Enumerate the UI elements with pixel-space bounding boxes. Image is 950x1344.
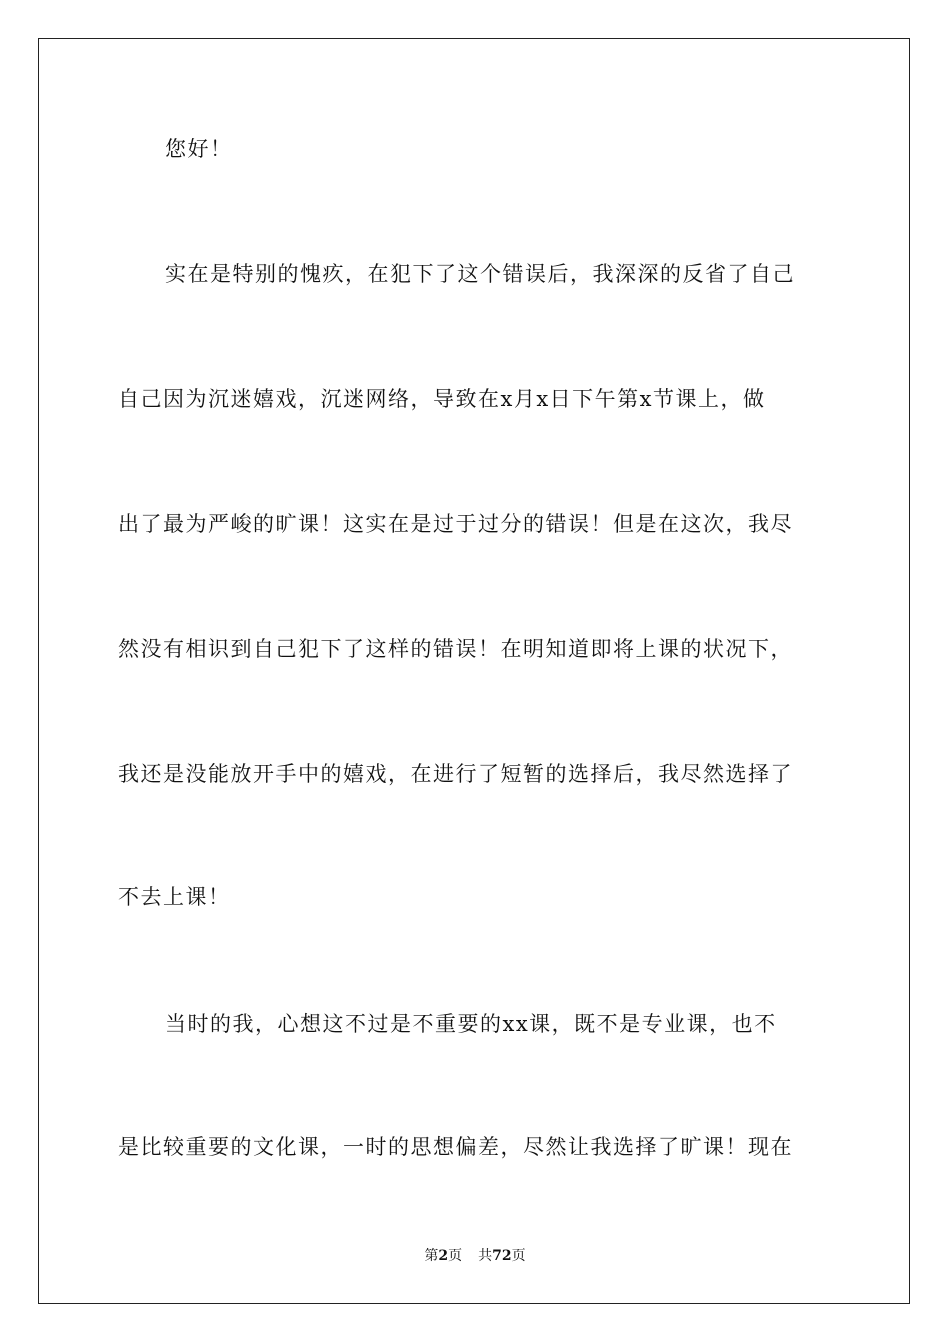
text-line: 当时的我，心想这不过是不重要的xx课，既不是专业课，也不 (165, 1012, 777, 1036)
text-line: 然没有相识到自己犯下了这样的错误！在明知道即将上课的状况下， (118, 637, 793, 661)
text-line: 不去上课！ (118, 885, 231, 909)
text-line: 是比较重要的文化课，一时的思想偏差，尽然让我选择了旷课！现在 (118, 1135, 793, 1159)
page-footer (0, 1246, 950, 1266)
total-pages: 72 (492, 1248, 512, 1264)
page-suffix: 页 (448, 1248, 463, 1264)
page-border (38, 38, 910, 1304)
text-line: 自己因为沉迷嬉戏，沉迷网络，导致在x月x日下午第x节课上，做 (118, 387, 766, 411)
page-number: 2 (438, 1248, 449, 1264)
text-line: 出了最为严峻的旷课！这实在是过于过分的错误！但是在这次，我尽 (118, 512, 793, 536)
text-line: 我还是没能放开手中的嬉戏，在进行了短暂的选择后，我尽然选择了 (118, 762, 793, 786)
total-suffix: 页 (511, 1248, 526, 1264)
page-prefix: 第 (424, 1248, 439, 1264)
text-line-greeting: 您好！ (165, 137, 233, 161)
total-prefix: 共 (478, 1248, 493, 1264)
text-line: 实在是特别的愧疚，在犯下了这个错误后，我深深的反省了自己 (165, 262, 795, 286)
